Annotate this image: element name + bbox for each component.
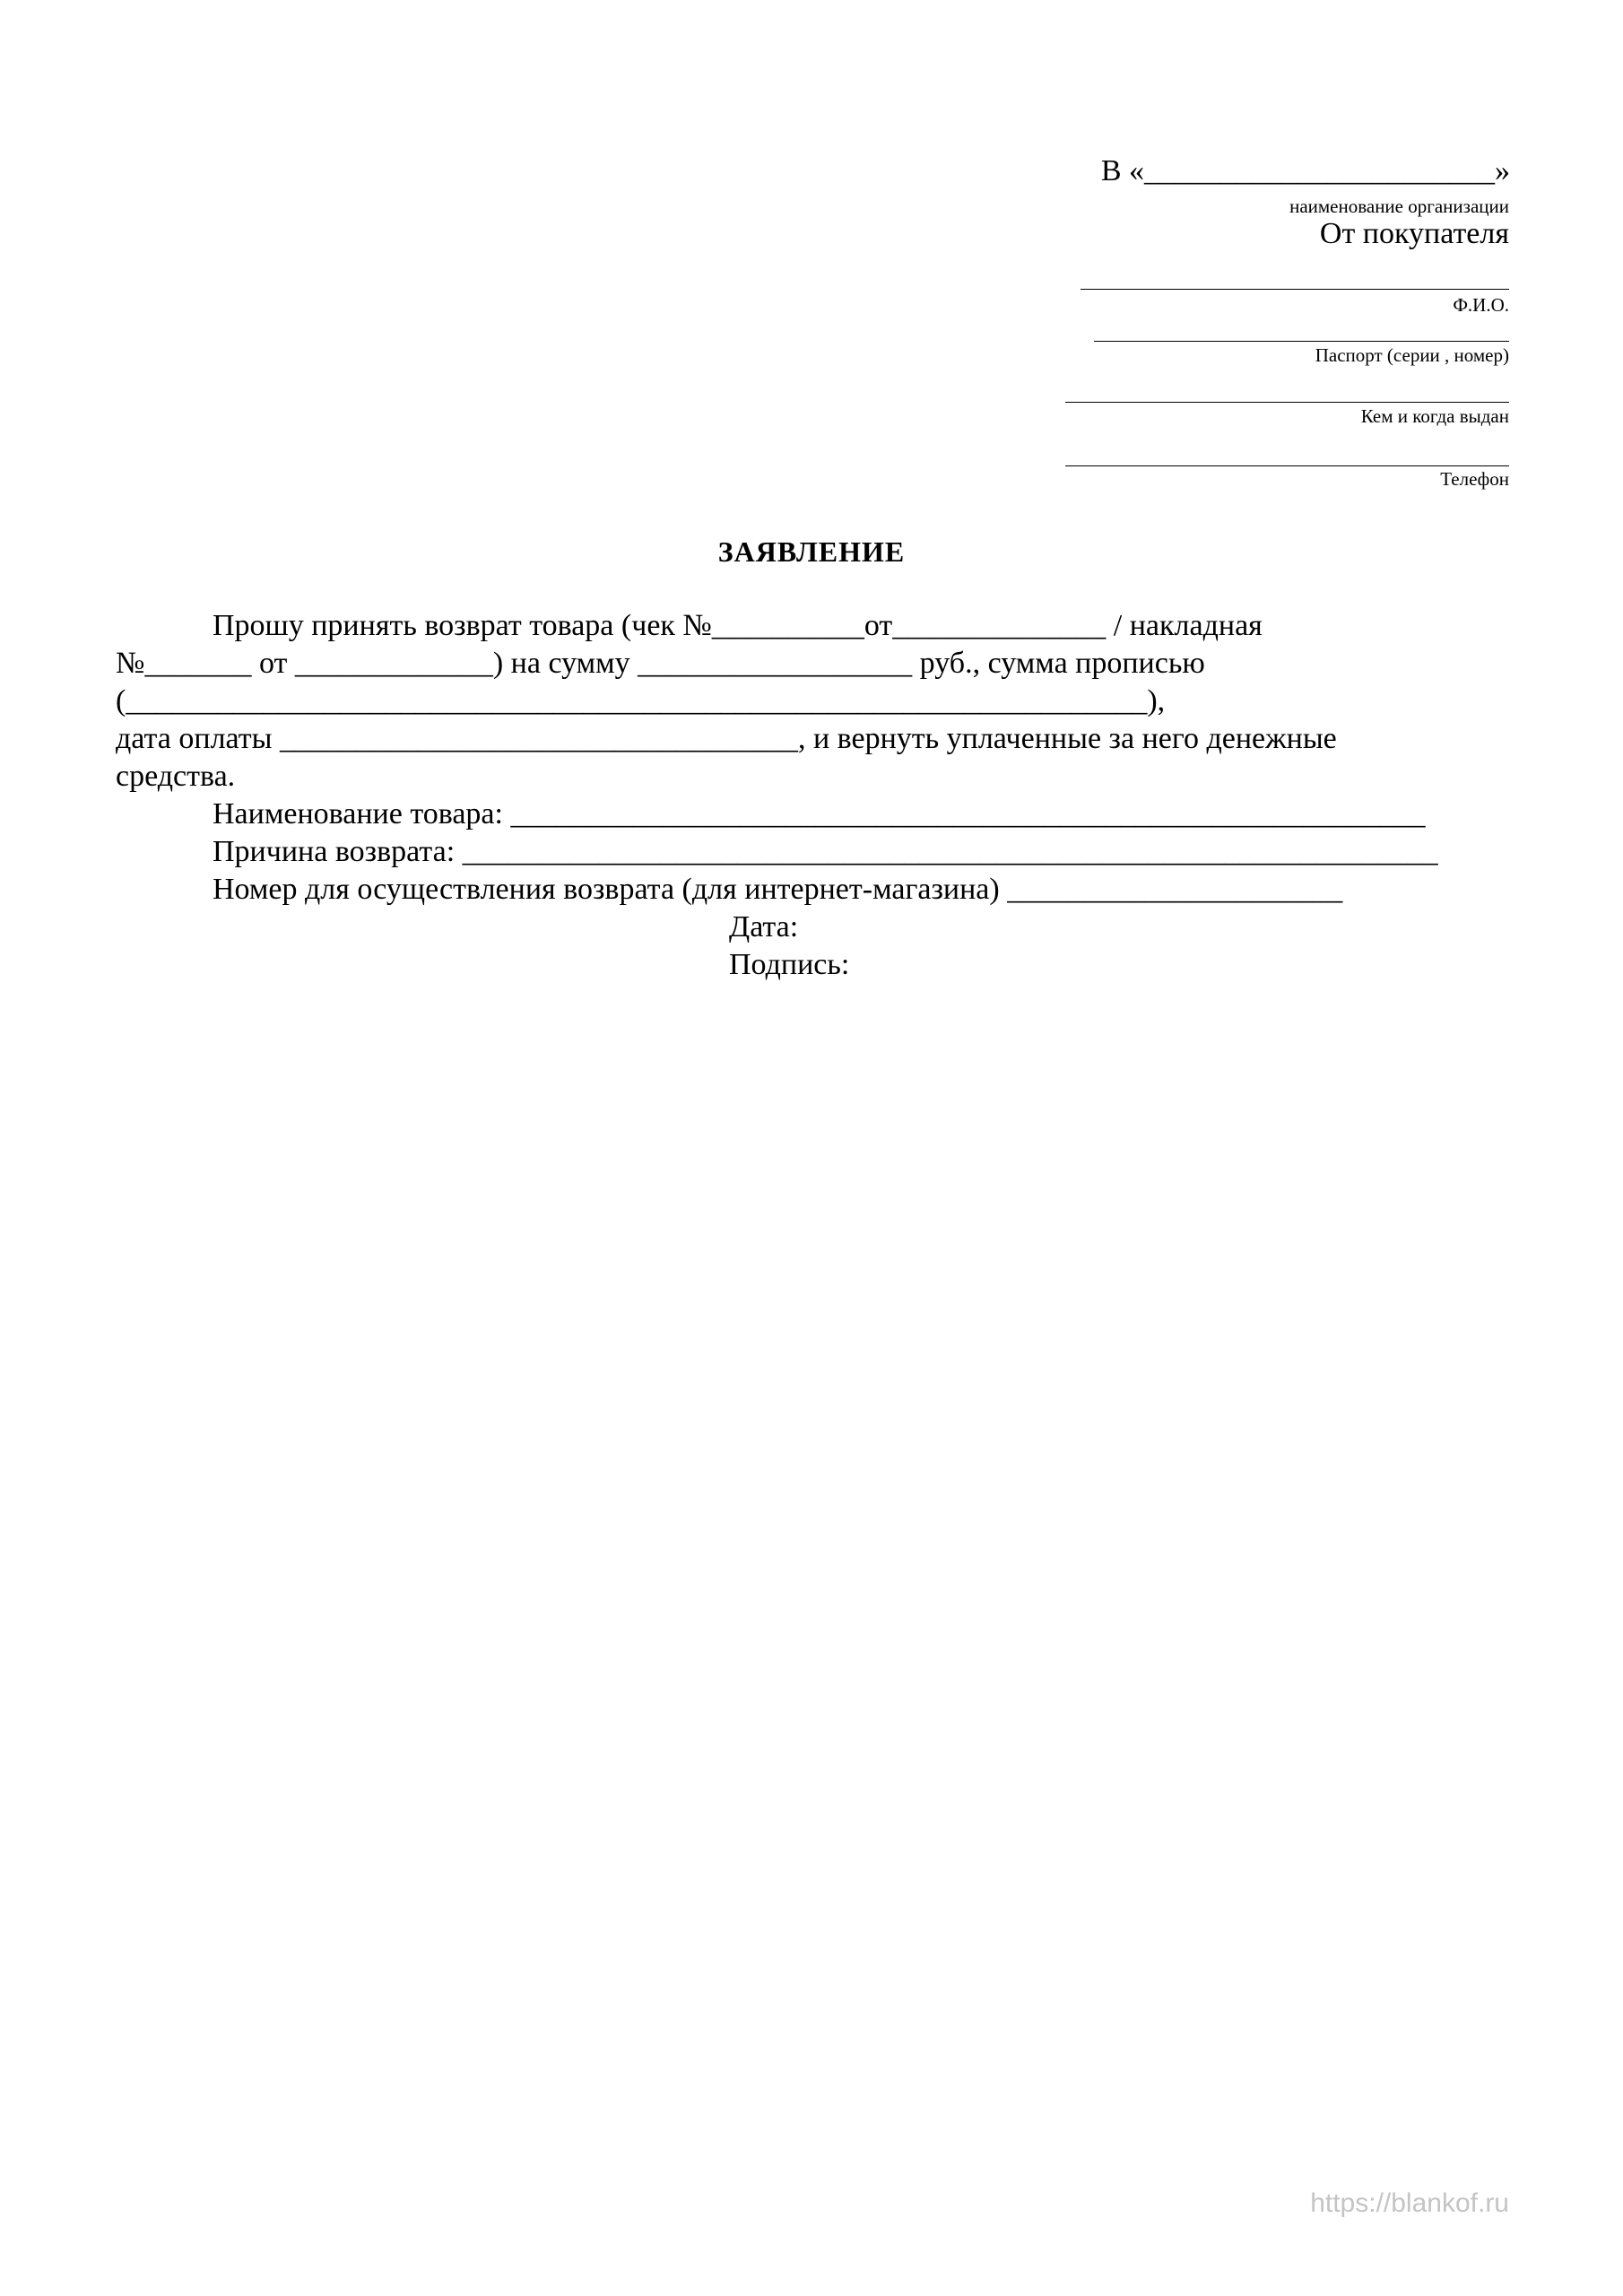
phone-caption: Телефон: [1440, 468, 1509, 490]
passport-line: [1094, 341, 1509, 342]
body-line-4: дата оплаты __________________________________, и вернуть уплаченные за него денежные: [116, 722, 1337, 755]
phone-line: [1065, 465, 1509, 466]
body-line-3: (___________________________________________________________________),: [116, 684, 1166, 718]
date-label: Дата:: [729, 910, 799, 944]
organization-caption: наименование организации: [1289, 196, 1509, 217]
issued-line: [1065, 402, 1509, 403]
product-name-field: Наименование товара: ____________________________________________________________: [213, 797, 1426, 831]
issued-caption: Кем и когда выдан: [1360, 405, 1509, 427]
refund-number-field: Номер для осуществления возврата (для интернет-магазина) ______________________: [213, 873, 1343, 906]
fio-caption: Ф.И.О.: [1453, 294, 1509, 316]
signature-label: Подпись:: [729, 948, 850, 981]
fio-line: [1081, 289, 1509, 290]
recipient-organization-line: В «_______________________»: [1100, 154, 1510, 187]
watermark-url: https://blankof.ru: [1310, 2188, 1509, 2218]
return-reason-field: Причина возврата: ________________________________________________________________: [213, 835, 1438, 868]
from-buyer-label: От покупателя: [1319, 217, 1509, 250]
body-line-5: средства.: [116, 760, 236, 793]
body-line-1: Прошу принять возврат товара (чек №__________от______________ / накладная: [213, 609, 1263, 642]
body-line-2: №_______ от _____________) на сумму __________________ руб., сумма прописью: [116, 647, 1205, 680]
passport-caption: Паспорт (серии , номер): [1315, 344, 1509, 366]
document-title: ЗАЯВЛЕНИЕ: [717, 535, 906, 568]
